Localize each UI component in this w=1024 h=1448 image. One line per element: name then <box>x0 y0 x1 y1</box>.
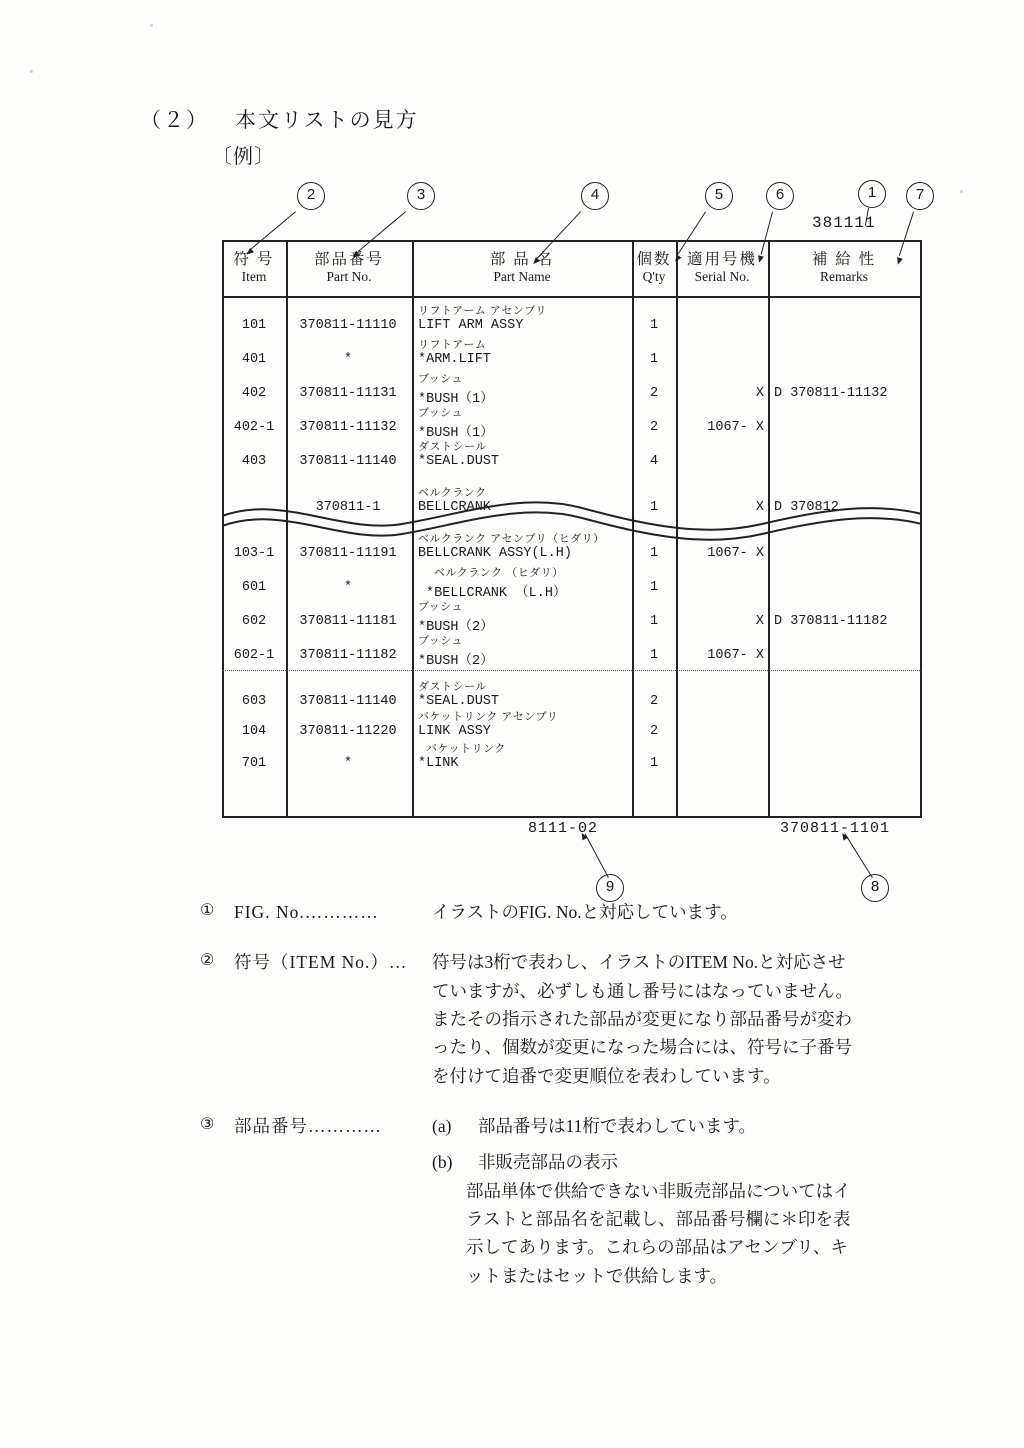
legend-subitem-key: (b) <box>432 1152 453 1173</box>
row-part-no: 370811-11140 <box>299 694 397 709</box>
row-part-no: 370811-11132 <box>299 420 397 435</box>
table-row <box>222 756 922 787</box>
callout-4: 4 <box>581 182 609 210</box>
row-remarks: D 370812 <box>774 500 839 515</box>
row-serial: 1067- X <box>707 420 764 435</box>
row-part-no: 370811-11191 <box>299 546 397 561</box>
row-kana: リフトアーム <box>418 339 487 351</box>
row-item: 401 <box>241 352 267 367</box>
legend-list <box>200 898 900 1300</box>
legend-item-1 <box>200 898 900 926</box>
legend-body <box>432 1112 900 1290</box>
row-serial: 1067- X <box>707 546 764 561</box>
legend-line: 示してあります。これらの部品はアセンブリ、キ <box>466 1237 848 1258</box>
row-part-no: * <box>343 580 353 595</box>
row-serial: X <box>755 500 764 515</box>
row-item: 402-1 <box>233 420 275 435</box>
row-qty: 1 <box>649 318 659 333</box>
header-remarks: 補 給 性 Remarks <box>811 251 877 285</box>
row-qty: 1 <box>649 648 659 663</box>
header-part-name: 部 品 名 Part Name <box>489 251 555 285</box>
section-title: 本文リストの見方 <box>235 108 419 132</box>
row-qty: 1 <box>649 546 659 561</box>
legend-subitem-b <box>432 1148 900 1290</box>
row-part-no: 370811-11182 <box>299 648 397 663</box>
row-kana: リフトアーム アセンブリ <box>418 305 547 317</box>
legend-line: 非販売部品の表示 <box>478 1152 618 1173</box>
row-kana: ベルクランク <box>418 487 487 499</box>
legend-subitem-key: (a) <box>432 1116 452 1137</box>
row-part-no: * <box>343 352 353 367</box>
row-kana: バケットリンク <box>426 743 506 755</box>
row-qty: 2 <box>649 420 659 435</box>
row-part-name: BELLCRANK <box>418 500 491 515</box>
legend-line: ラストと部品名を記載し、部品番号欄に＊印を表 <box>466 1209 851 1230</box>
header-qty: 個数 Q'ty <box>636 251 672 285</box>
row-item: 701 <box>241 756 267 771</box>
row-item: 101 <box>241 318 267 333</box>
row-part-name: *BUSH（1） <box>418 392 494 407</box>
row-kana: ベルクランク アセンブリ（ヒダリ） <box>418 533 605 545</box>
speck <box>150 24 153 27</box>
legend-line: 部品番号は11桁で表わしています。 <box>478 1116 756 1137</box>
legend-item-2 <box>200 948 900 1090</box>
row-qty: 1 <box>649 614 659 629</box>
table-header-divider <box>222 296 922 298</box>
speck <box>30 70 33 73</box>
legend-subitem-value <box>466 1148 900 1290</box>
row-part-name: *BUSH（2） <box>418 620 494 635</box>
callout-8: 8 <box>861 874 889 902</box>
row-item: 601 <box>241 580 267 595</box>
row-separator <box>222 670 922 671</box>
row-item: 104 <box>241 724 267 739</box>
row-part-no: 370811-11140 <box>299 454 397 469</box>
row-item: 103-1 <box>233 546 275 561</box>
legend-body <box>432 898 900 926</box>
row-part-name: *LINK <box>418 756 459 771</box>
legend-term: 符号（ITEM No.）… <box>234 952 408 973</box>
row-kana: ブッシュ <box>418 635 464 647</box>
row-item: 403 <box>241 454 267 469</box>
header-serial-no: 適用号機 Serial No. <box>686 251 757 285</box>
row-part-name: BELLCRANK ASSY(L.H) <box>418 546 572 561</box>
table-row <box>222 648 922 679</box>
row-qty: 1 <box>649 352 659 367</box>
legend-term: 部品番号………… <box>234 1116 382 1137</box>
callout-2: 2 <box>297 182 325 210</box>
row-remarks: D 370811-11182 <box>774 614 888 629</box>
row-qty: 4 <box>649 454 659 469</box>
leader-line <box>585 833 609 878</box>
row-part-name: *BUSH（1） <box>418 426 494 441</box>
legend-body <box>432 948 900 1090</box>
legend-term: FIG. No.………… <box>234 902 379 922</box>
legend-line: ットまたはセットで供給します。 <box>466 1265 728 1286</box>
callout-9: 9 <box>596 874 624 902</box>
row-serial: X <box>755 386 764 401</box>
callout-6: 6 <box>766 182 794 210</box>
row-part-name: LINK ASSY <box>418 724 491 739</box>
row-kana: バケットリンク アセンブリ <box>418 711 559 723</box>
row-item: 602-1 <box>233 648 275 663</box>
row-kana: ブッシュ <box>418 373 464 385</box>
row-part-name: *BUSH（2） <box>418 654 494 669</box>
row-part-no: * <box>343 756 353 771</box>
legend-number: ② <box>200 952 215 970</box>
row-kana: ダストシール <box>418 441 487 453</box>
callout-7: 7 <box>906 182 934 210</box>
row-part-name: *BELLCRANK （L.H） <box>426 586 567 601</box>
section-number: （２） <box>140 108 209 132</box>
table-bottom-border <box>222 816 922 818</box>
row-part-name: LIFT ARM ASSY <box>418 318 524 333</box>
row-part-no: 370811-11220 <box>299 724 397 739</box>
legend-line: ったり、個数が変更になった場合には、符号に子番号 <box>432 1037 852 1058</box>
section-heading <box>140 104 419 134</box>
callout-1: 1 <box>858 180 886 208</box>
speck <box>960 190 963 193</box>
legend-line: 符号は3桁で表わし、イラストのITEM No.と対応させ <box>432 952 846 973</box>
legend-line: 部品単体で供給できない非販売部品についてはイ <box>466 1180 851 1201</box>
legend-line: を付けて追番で変更順位を表わしています。 <box>432 1065 781 1086</box>
row-qty: 1 <box>649 756 659 771</box>
header-item: 符 号 Item <box>233 251 275 285</box>
footer-label-right: 370811-1101 <box>780 820 891 837</box>
legend-number: ③ <box>200 1116 215 1134</box>
legend-subitem-a <box>432 1112 900 1140</box>
leader-line <box>844 833 872 878</box>
legend-line: またその指示された部品が変更になり部品番号が変わ <box>432 1009 852 1030</box>
row-qty: 2 <box>649 694 659 709</box>
row-qty: 1 <box>649 500 659 515</box>
fig-number: 381111 <box>812 214 876 232</box>
row-kana: ブッシュ <box>418 407 464 419</box>
row-item: 603 <box>241 694 267 709</box>
legend-item-3 <box>200 1112 900 1290</box>
parts-table <box>222 240 922 818</box>
callout-5: 5 <box>705 182 733 210</box>
legend-line: イラストのFIG. No.と対応しています。 <box>432 902 738 922</box>
row-item: 602 <box>241 614 267 629</box>
row-qty: 2 <box>649 724 659 739</box>
legend-line: ていますが、必ずしも通し番号にはなっていません。 <box>432 980 854 1001</box>
example-label: 〔例〕 <box>212 146 275 168</box>
row-kana: ベルクランク （ヒダリ） <box>434 567 564 579</box>
row-part-no: 370811-11181 <box>299 614 397 629</box>
table-top-border <box>222 240 922 242</box>
row-part-no: 370811-1 <box>315 500 381 515</box>
row-part-no: 370811-11110 <box>299 318 397 333</box>
legend-number: ① <box>200 902 215 919</box>
row-serial: X <box>755 614 764 629</box>
row-kana: ダストシール <box>418 681 487 693</box>
header-part-no: 部品番号 Part No. <box>313 251 384 285</box>
row-serial: 1067- X <box>707 648 764 663</box>
row-kana: ブッシュ <box>418 601 464 613</box>
row-part-name: *SEAL.DUST <box>418 454 500 469</box>
row-qty: 1 <box>649 580 659 595</box>
row-item: 402 <box>241 386 267 401</box>
footer-label-left: 8111-02 <box>528 820 599 837</box>
row-part-name: *SEAL.DUST <box>418 694 500 709</box>
row-part-no: 370811-11131 <box>299 386 397 401</box>
row-remarks: D 370811-11132 <box>774 386 888 401</box>
callout-3: 3 <box>407 182 435 210</box>
table-row <box>222 454 922 485</box>
row-part-name: *ARM.LIFT <box>418 352 491 367</box>
legend-subitem-value <box>478 1112 900 1140</box>
row-qty: 2 <box>649 386 659 401</box>
